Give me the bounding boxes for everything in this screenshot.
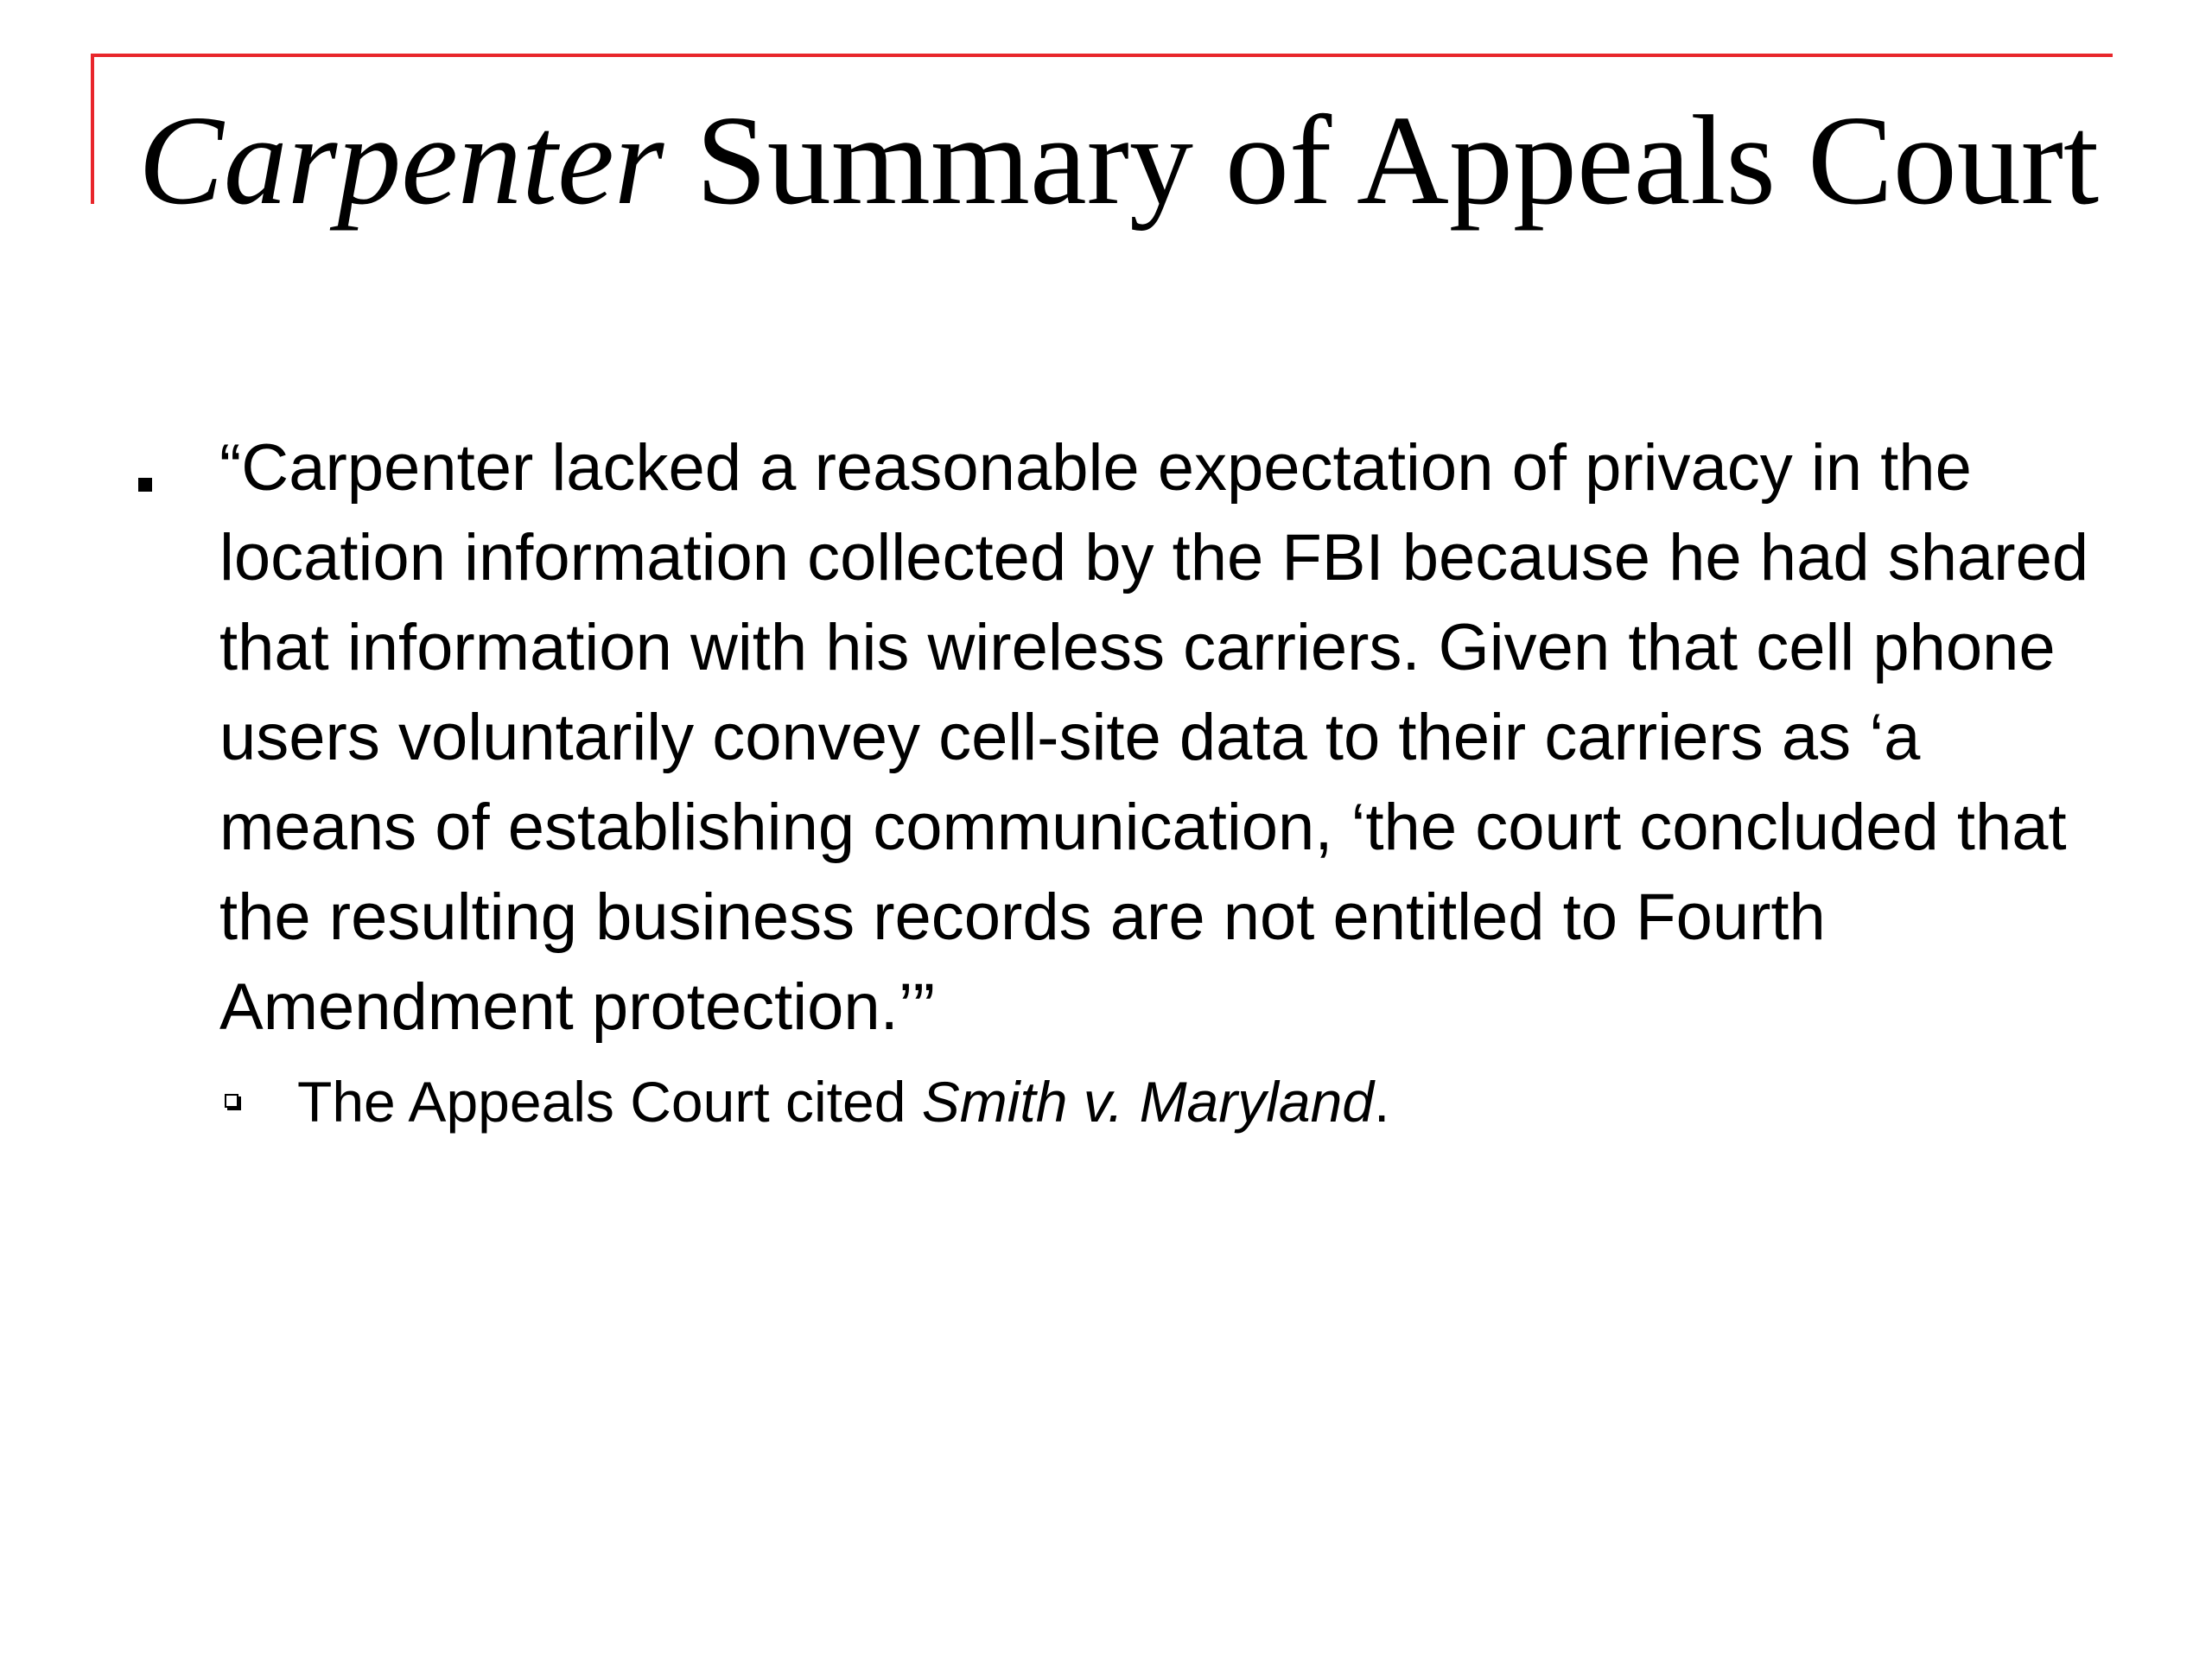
hollow-square-bullet-icon (225, 1094, 238, 1108)
bullet-text: “Carpenter lacked a reasonable expectation of privacy in the location information collected by the FBI because he had shared that information with his wireless carriers. Given that cell phone users voluntarily convey cell-site data to their carriers as ‘a means of establishing communication, ‘the court concluded that the resulting business records are not entitled to Fourth Amendment protection.’” (219, 431, 2089, 1044)
title-case-name: Carpenter (138, 90, 664, 232)
slide-content (130, 423, 2108, 1141)
sub-bullet-suffix: . (1374, 1070, 1390, 1134)
title-rest: Summary of Appeals Court (664, 90, 2100, 232)
sub-bullet-item (130, 1063, 2108, 1141)
sub-bullet-case-name: Smith v. Maryland (921, 1070, 1375, 1134)
title-accent-line-left (91, 54, 94, 204)
sub-bullet-text (297, 1063, 2108, 1141)
slide-title (138, 91, 2099, 232)
square-bullet-icon (138, 478, 152, 492)
bullet-item (130, 423, 2108, 1052)
sub-bullet-prefix: The Appeals Court cited (297, 1070, 922, 1134)
title-accent-line-top (91, 54, 2113, 57)
